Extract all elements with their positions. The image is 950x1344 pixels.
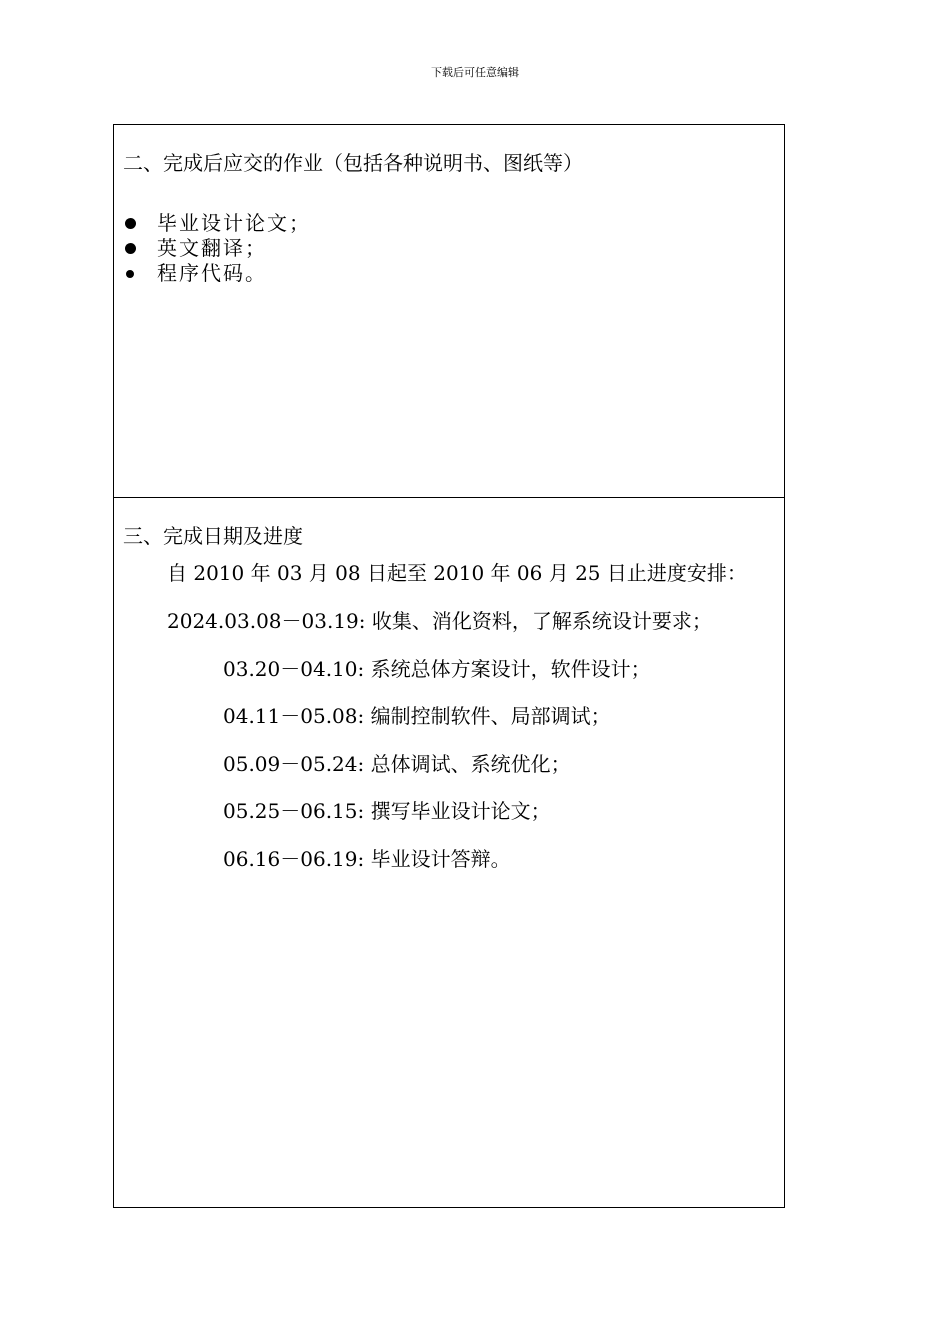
schedule-period: 04.11－05.08 bbox=[223, 704, 358, 728]
bullet-icon bbox=[125, 218, 136, 229]
schedule-separator: : bbox=[358, 609, 366, 633]
schedule-period: 05.25－06.15 bbox=[223, 799, 358, 823]
schedule-period: 03.20－04.10 bbox=[223, 657, 358, 681]
schedule-task: 编制控制软件、局部调试； bbox=[370, 704, 611, 728]
schedule-period: 2024.03.08－03.19 bbox=[167, 609, 359, 633]
schedule-separator: : bbox=[357, 799, 365, 823]
schedule-task: 总体调试、系统优化； bbox=[370, 752, 571, 776]
schedule-row bbox=[223, 798, 551, 824]
deliverable-text: 毕业设计论文； bbox=[157, 211, 311, 235]
schedule-separator: : bbox=[357, 752, 365, 776]
schedule-task: 系统总体方案设计，软件设计； bbox=[370, 657, 651, 681]
deliverables-section bbox=[114, 125, 784, 498]
assignment-form-table bbox=[113, 124, 785, 1208]
deliverable-text: 英文翻译； bbox=[157, 236, 267, 260]
deliverables-title: 二、完成后应交的作业（包括各种说明书、图纸等） bbox=[123, 151, 583, 175]
header-note: 下载后可任意编辑 bbox=[431, 66, 519, 79]
schedule-separator: : bbox=[357, 704, 365, 728]
schedule-row bbox=[223, 703, 611, 729]
bullet-icon bbox=[126, 270, 134, 278]
schedule-task: 收集、消化资料，了解系统设计要求； bbox=[371, 609, 712, 633]
schedule-row bbox=[167, 608, 712, 634]
schedule-separator: : bbox=[357, 847, 365, 871]
schedule-row bbox=[223, 656, 651, 682]
schedule-period: 06.16－06.19 bbox=[223, 847, 358, 871]
schedule-row bbox=[223, 751, 571, 777]
schedule-title: 三、完成日期及进度 bbox=[123, 524, 303, 548]
schedule-period: 05.09－05.24 bbox=[223, 752, 358, 776]
schedule-task: 毕业设计答辩。 bbox=[370, 847, 511, 871]
schedule-intro: 自 2010 年 03 月 08 日起至 2010 年 06 月 25 日止进度安排： bbox=[167, 561, 747, 585]
bullet-icon bbox=[125, 243, 136, 254]
schedule-row bbox=[223, 846, 511, 872]
deliverable-text: 程序代码。 bbox=[157, 261, 267, 285]
schedule-task: 撰写毕业设计论文； bbox=[370, 799, 551, 823]
schedule-separator: : bbox=[357, 657, 365, 681]
schedule-section bbox=[114, 498, 784, 1207]
